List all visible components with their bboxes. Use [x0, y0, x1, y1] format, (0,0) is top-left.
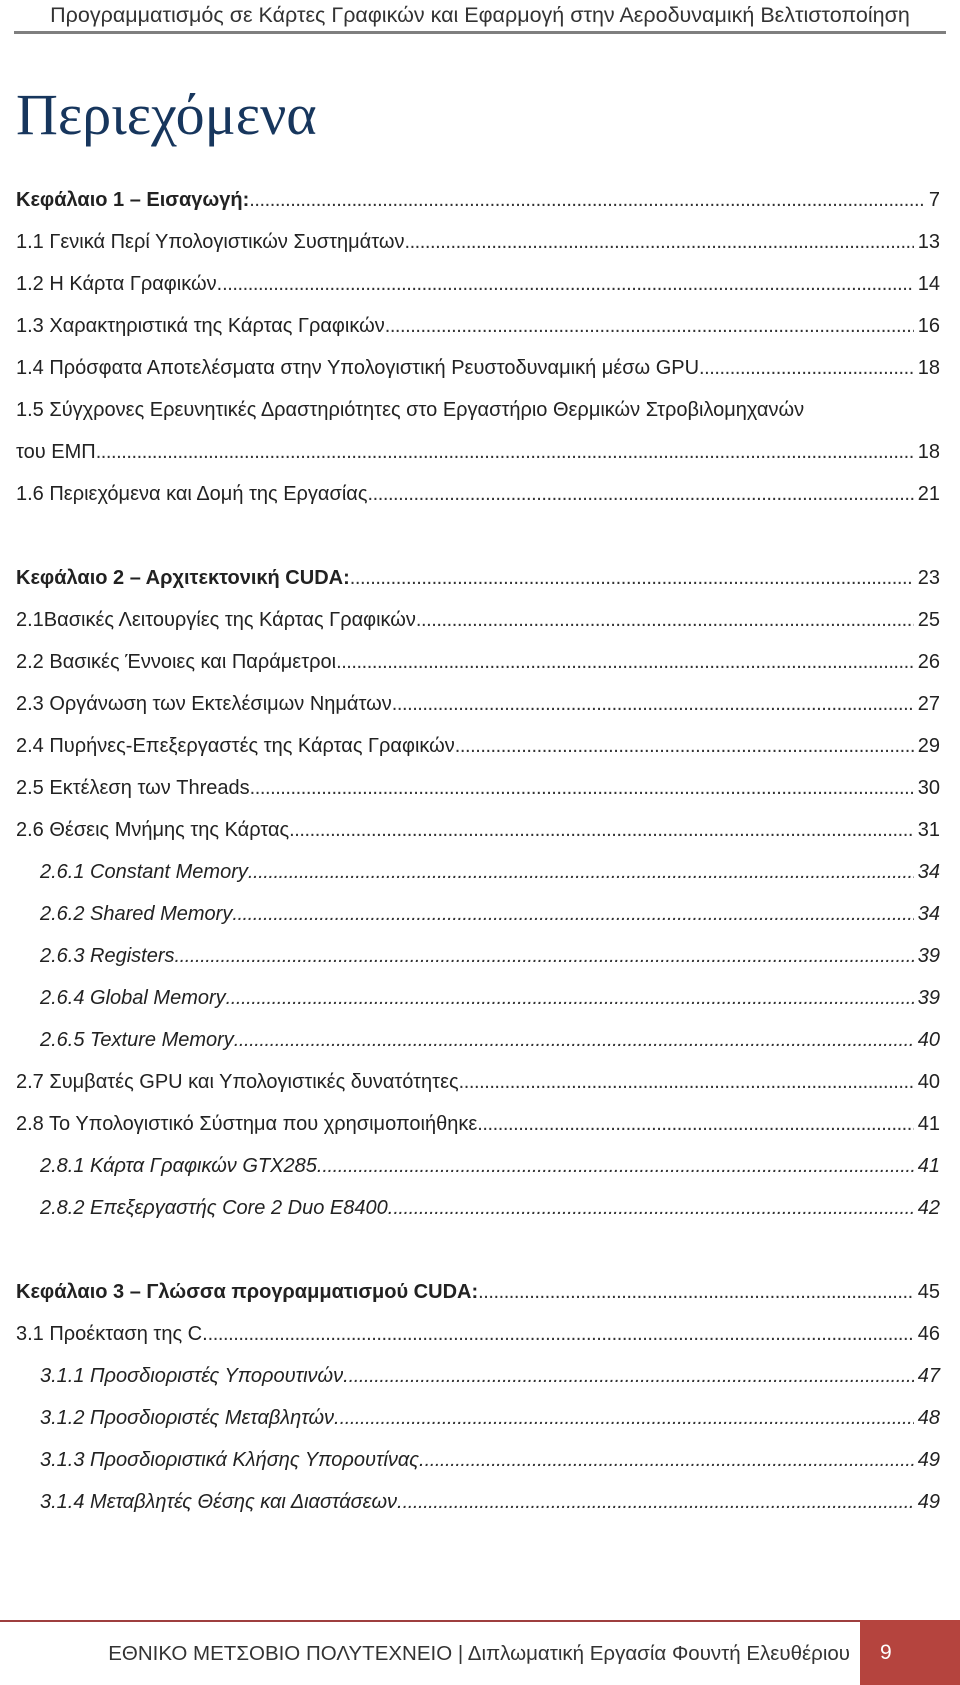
toc-page-number: 47 — [917, 1365, 940, 1387]
toc-entry-ch2[interactable] — [16, 563, 940, 593]
toc-page-number: 16 — [917, 315, 940, 337]
toc-entry-1-5[interactable] — [16, 395, 940, 467]
toc-label: 2.7 Συμβατές GPU και Υπολογιστικές δυνατότητες — [16, 1071, 459, 1093]
toc-entry-3-1-4[interactable] — [16, 1487, 940, 1517]
toc-label: 3.1.1 Προσδιοριστές Υπορουτινών. — [40, 1365, 349, 1387]
toc-page-number: 46 — [917, 1323, 940, 1345]
toc-entry-2-3[interactable] — [16, 689, 940, 719]
toc-label: 2.4 Πυρήνες-Επεξεργαστές της Κάρτας Γραφικών — [16, 735, 455, 757]
toc-label: 2.6 Θέσεις Μνήμης της Κάρτας — [16, 819, 290, 841]
toc-label: 2.8.2 Επεξεργαστής Core 2 Duo E8400. — [40, 1197, 394, 1219]
leader-dots — [392, 689, 914, 719]
toc-page-number: 25 — [917, 609, 940, 631]
leader-dots — [699, 353, 914, 383]
toc-page-number: 49 — [917, 1449, 940, 1471]
toc-entry-2-1[interactable] — [16, 605, 940, 635]
toc-label: 2.6.5 Texture Memory — [40, 1029, 234, 1051]
leader-dots — [367, 479, 913, 509]
toc-page-number: 41 — [917, 1155, 940, 1177]
toc-page-number: 34 — [917, 861, 940, 883]
toc-page-number: 14 — [917, 273, 940, 295]
toc-entry-1-1[interactable] — [16, 227, 940, 257]
toc-page-number: 23 — [917, 567, 940, 589]
toc-entry-2-8[interactable] — [16, 1109, 940, 1139]
toc-page-number: 48 — [917, 1407, 940, 1429]
page-number-box — [860, 1620, 960, 1685]
toc-label: 3.1.2 Προσδιοριστές Μεταβλητών. — [40, 1407, 340, 1429]
toc-entry-2-8-2[interactable] — [16, 1193, 940, 1223]
leader-dots — [232, 899, 913, 929]
page-number: 9 — [880, 1640, 892, 1664]
toc-label: 3.1.3 Προσδιοριστικά Κλήσης Υπορουτίνας. — [40, 1449, 425, 1471]
toc-entry-ch1[interactable] — [16, 185, 940, 215]
toc-page-number: 13 — [917, 231, 940, 253]
leader-dots — [477, 1109, 913, 1139]
leader-dots — [404, 227, 913, 257]
toc-page-number: 18 — [917, 357, 940, 379]
toc-page-number: 49 — [917, 1491, 940, 1513]
toc-label: 2.1Βασικές Λειτουργίες της Κάρτας Γραφικών — [16, 609, 416, 631]
toc-page-number: 42 — [917, 1197, 940, 1219]
toc-page-number: 40 — [917, 1071, 940, 1093]
leader-dots — [385, 311, 914, 341]
leader-dots — [459, 1067, 914, 1097]
toc-entry-1-4[interactable] — [16, 353, 940, 383]
toc-page-number: 39 — [917, 945, 940, 967]
leader-dots — [249, 185, 925, 215]
leader-dots — [425, 1445, 914, 1475]
toc-entry-1-6[interactable] — [16, 479, 940, 509]
toc-label: Κεφάλαιο 3 – Γλώσσα προγραμματισμού CUDA: — [16, 1281, 479, 1303]
leader-dots — [416, 605, 914, 635]
toc-page-number: 29 — [917, 735, 940, 757]
toc-entry-2-2[interactable] — [16, 647, 940, 677]
leader-dots — [350, 563, 914, 593]
toc-label: 1.3 Χαρακτηριστικά της Κάρτας Γραφικών — [16, 315, 385, 337]
leader-dots — [340, 1403, 914, 1433]
leader-dots — [234, 1025, 914, 1055]
leader-dots — [289, 815, 914, 845]
toc-label: 1.4 Πρόσφατα Αποτελέσματα στην Υπολογιστική Ρευστοδυναμική μέσω GPU — [16, 357, 700, 379]
toc-entry-ch3[interactable] — [16, 1277, 940, 1307]
toc-entry-2-6[interactable] — [16, 815, 940, 845]
toc-entry-2-6-1[interactable] — [16, 857, 940, 887]
page-footer — [0, 1620, 960, 1685]
page-title: Περιεχόμενα — [16, 82, 317, 147]
toc-label: 2.6.1 Constant Memory — [40, 861, 248, 883]
toc-entry-2-6-2[interactable] — [16, 899, 940, 929]
leader-dots — [455, 731, 914, 761]
toc-page-number: 18 — [917, 441, 940, 463]
leader-dots — [226, 983, 914, 1013]
toc-label: Κεφάλαιο 1 – Εισαγωγή: — [16, 189, 250, 211]
leader-dots — [322, 1151, 913, 1181]
leader-dots — [336, 647, 914, 677]
toc-page-number: 21 — [917, 483, 940, 505]
toc-page-number: 45 — [917, 1281, 940, 1303]
leader-dots — [478, 1277, 914, 1307]
toc-page-number: 26 — [917, 651, 940, 673]
leader-dots — [208, 1319, 914, 1349]
footer-rule — [0, 1620, 860, 1622]
toc-label: 2.5 Εκτέλεση των Threads — [16, 777, 250, 799]
toc-entry-3-1-2[interactable] — [16, 1403, 940, 1433]
toc-label: 2.8 Το Υπολογιστικό Σύστημα που χρησιμοποιήθηκε — [16, 1113, 478, 1135]
toc-page-number: 41 — [917, 1113, 940, 1135]
table-of-contents — [16, 185, 940, 1517]
toc-label: 1.2 Η Κάρτα Γραφικών. — [16, 273, 223, 295]
toc-label: 2.6.2 Shared Memory — [40, 903, 233, 925]
toc-label: 1.1 Γενικά Περί Υπολογιστικών Συστημάτων — [16, 231, 405, 253]
toc-label: 2.3 Οργάνωση των Εκτελέσιμων Νημάτων — [16, 693, 392, 715]
toc-label-line1: 1.5 Σύγχρονες Ερευνητικές Δραστηριότητες στο Εργαστήριο Θερμικών Στροβιλομηχανών — [16, 399, 805, 421]
toc-label: 1.6 Περιεχόμενα και Δομή της Εργασίας — [16, 483, 368, 505]
leader-dots — [175, 941, 914, 971]
leader-dots — [250, 773, 914, 803]
toc-entry-2-5[interactable] — [16, 773, 940, 803]
toc-entry-2-6-4[interactable] — [16, 983, 940, 1013]
toc-page-number: 39 — [917, 987, 940, 1009]
toc-entry-2-7[interactable] — [16, 1067, 940, 1097]
toc-page-number: 27 — [917, 693, 940, 715]
leader-dots — [349, 1361, 914, 1391]
running-header — [14, 0, 946, 34]
toc-entry-2-8-1[interactable] — [16, 1151, 940, 1181]
toc-entry-2-6-3[interactable] — [16, 941, 940, 971]
toc-label-line2: του ΕΜΠ — [16, 441, 96, 463]
running-title: Προγραμματισμός σε Κάρτες Γραφικών και Εφαρμογή στην Αεροδυναμική Βελτιστοποίηση — [50, 3, 910, 27]
toc-entry-2-4[interactable] — [16, 731, 940, 761]
leader-dots — [222, 269, 914, 299]
leader-dots — [96, 437, 914, 467]
toc-page-number: 40 — [917, 1029, 940, 1051]
toc-label: 2.2 Βασικές Έννοιες και Παράμετροι — [16, 651, 337, 673]
toc-entry-1-3[interactable] — [16, 311, 940, 341]
footer-text: ΕΘΝΙΚΟ ΜΕΤΣΟΒΙΟ ΠΟΛΥΤΕΧΝΕΙΟ | Διπλωματική Εργασία Φουντή Ελευθέριου — [108, 1642, 850, 1665]
toc-entry-1-2[interactable] — [16, 269, 940, 299]
toc-label: Κεφάλαιο 2 – Αρχιτεκτονική CUDA: — [16, 567, 350, 589]
toc-label: 3.1.4 Μεταβλητές Θέσης και Διαστάσεων. — [40, 1491, 403, 1513]
leader-dots — [393, 1193, 913, 1223]
toc-entry-3-1-3[interactable] — [16, 1445, 940, 1475]
toc-entry-3-1-1[interactable] — [16, 1361, 940, 1391]
toc-page-number: 30 — [917, 777, 940, 799]
toc-label: 2.8.1 Κάρτα Γραφικών GTX285. — [40, 1155, 323, 1177]
toc-page-number: 34 — [917, 903, 940, 925]
toc-page-number: 7 — [928, 189, 940, 211]
toc-label: 2.6.3 Registers — [40, 945, 175, 967]
toc-page-number: 31 — [917, 819, 940, 841]
leader-dots — [403, 1487, 914, 1517]
toc-entry-2-6-5[interactable] — [16, 1025, 940, 1055]
toc-entry-3-1[interactable] — [16, 1319, 940, 1349]
toc-label: 3.1 Προέκταση της C. — [16, 1323, 208, 1345]
leader-dots — [248, 857, 914, 887]
toc-label: 2.6.4 Global Memory — [40, 987, 226, 1009]
